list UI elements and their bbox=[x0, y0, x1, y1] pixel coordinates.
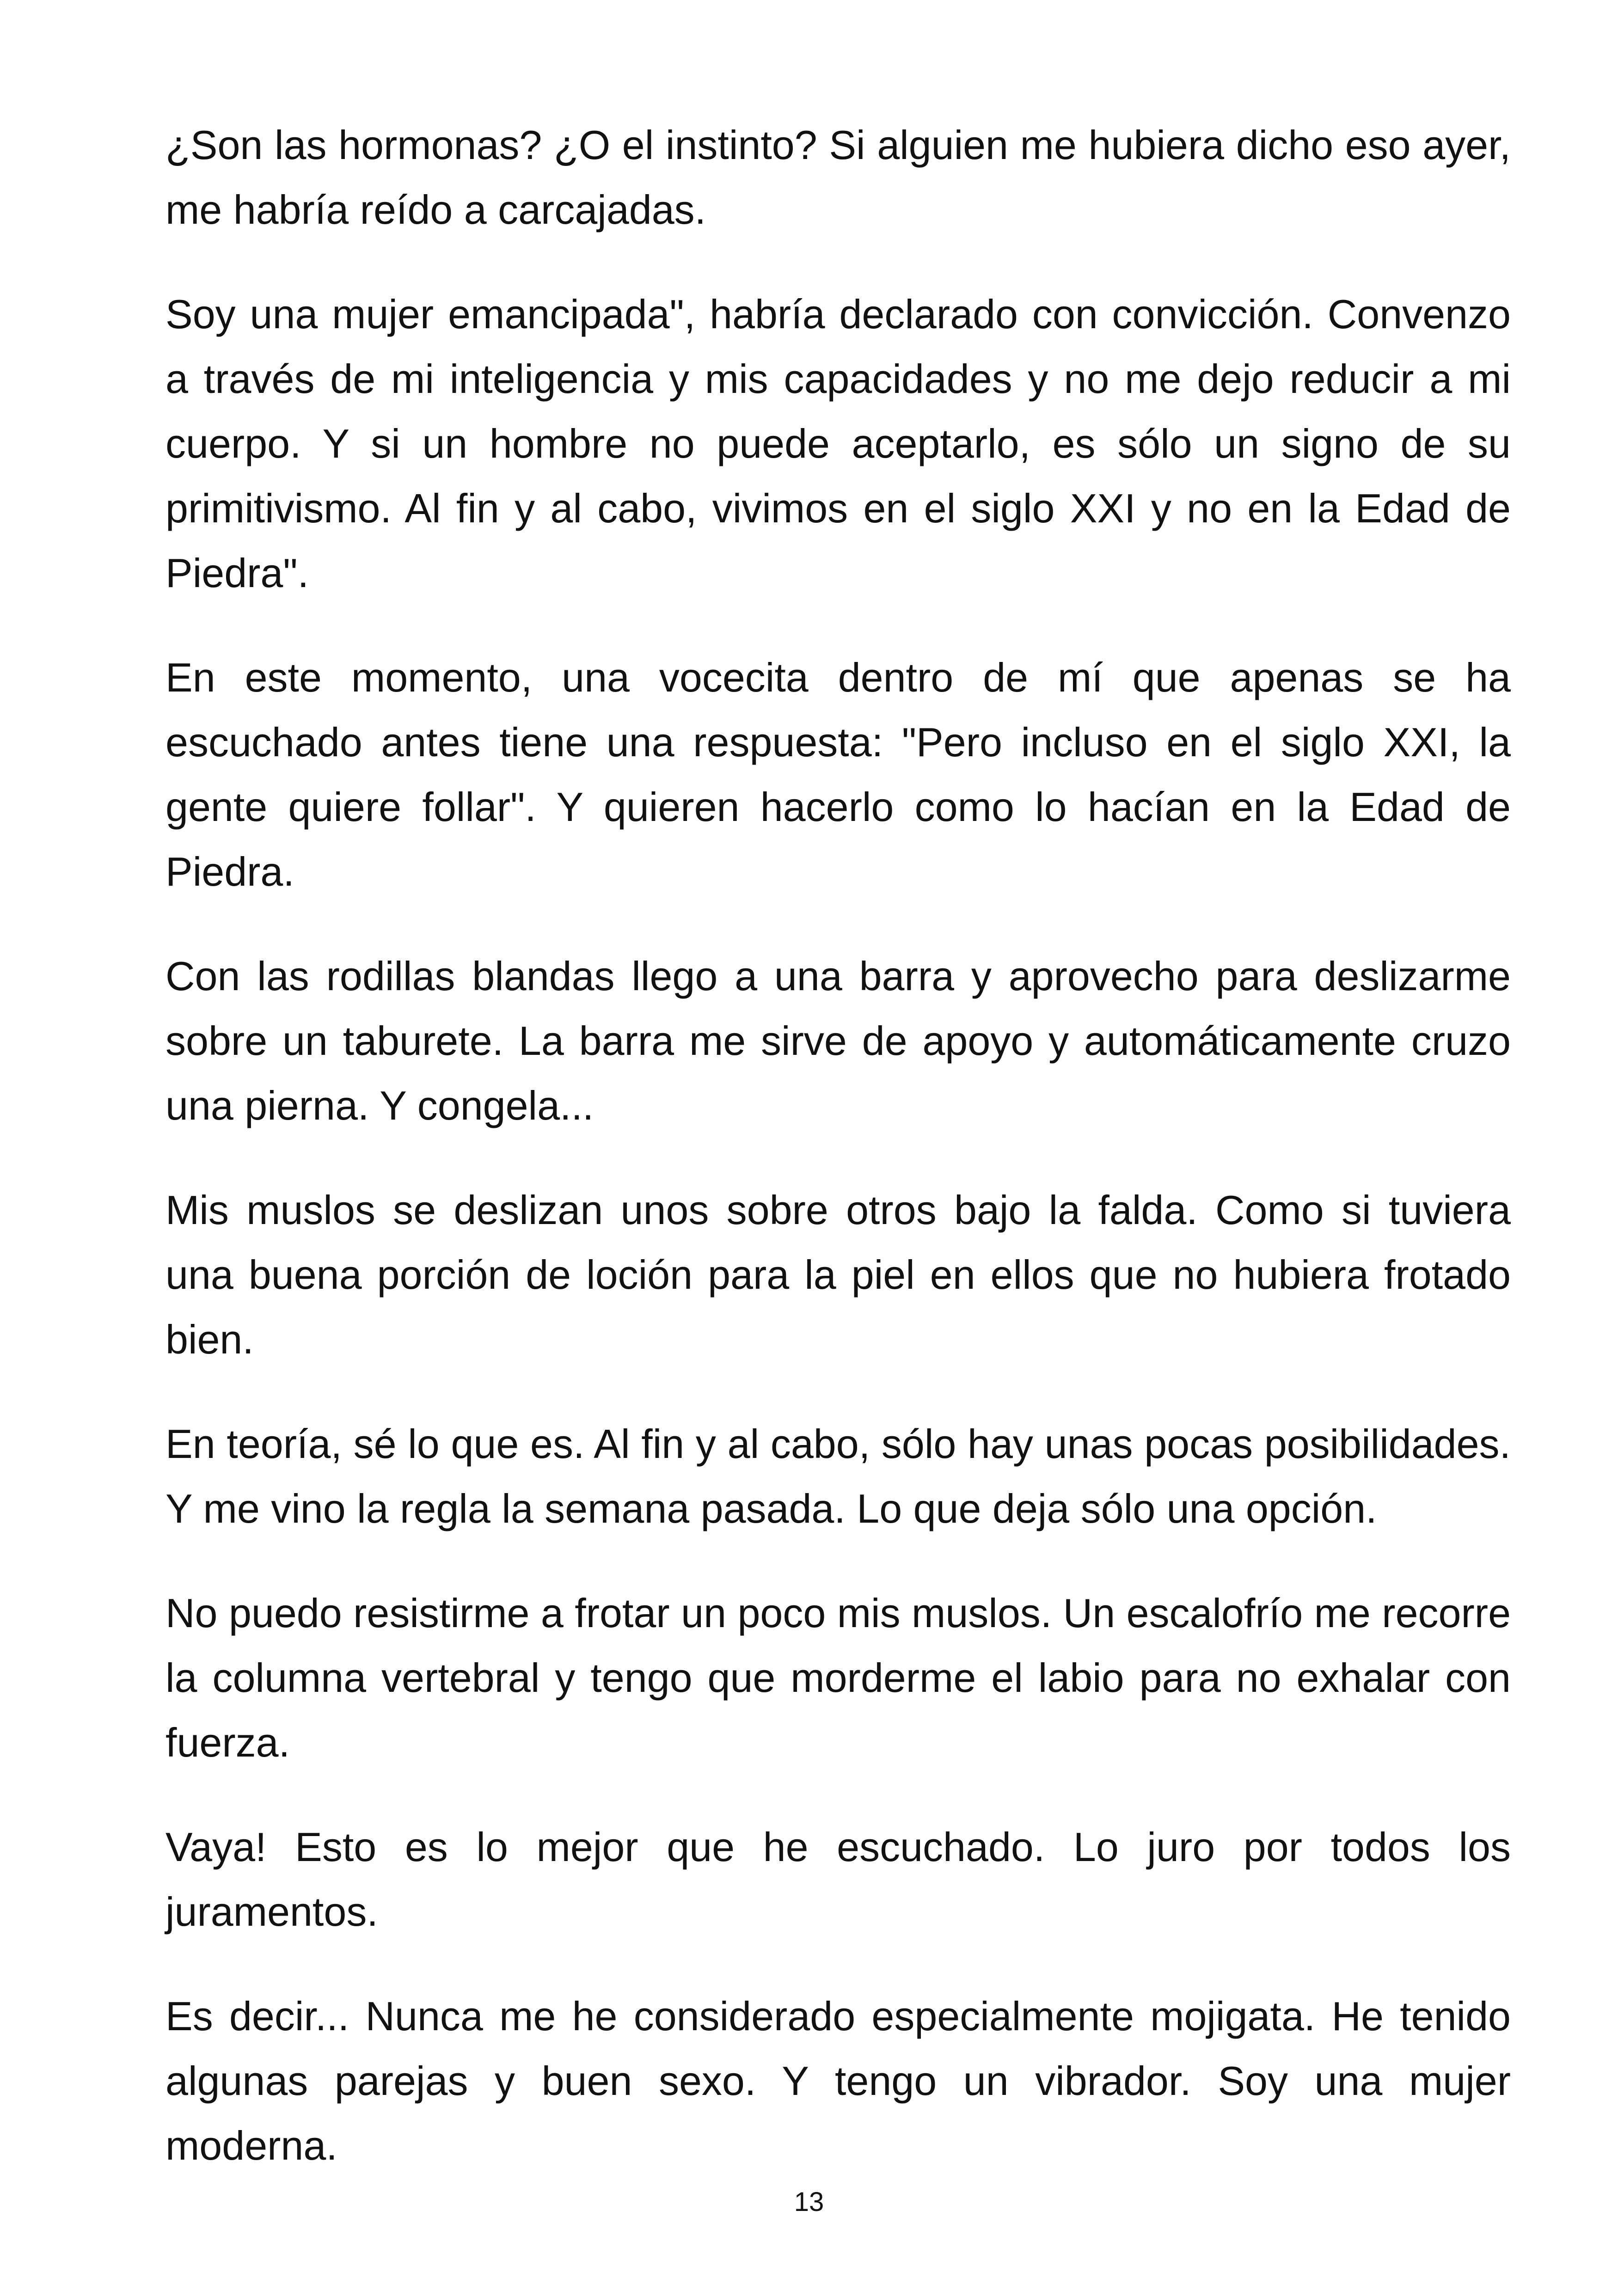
paragraph-8: Vaya! Esto es lo mejor que he escuchado. Lo juro por todos los juramentos. bbox=[165, 1824, 1511, 1935]
paragraph-9: Es decir... Nunca me he considerado especialmente mojigata. He tenido algunas parejas y buen sexo. Y tengo un vibrador. Soy una mujer moderna. bbox=[165, 1993, 1511, 2168]
paragraph-5: Mis muslos se deslizan unos sobre otros bajo la falda. Como si tuviera una buena porción de loción para la piel en ellos que no hubiera frotado bien. bbox=[165, 1187, 1511, 1362]
page-number: 13 bbox=[794, 2187, 824, 2217]
paragraph-3: En este momento, una vocecita dentro de mí que apenas se ha escuchado antes tiene una respuesta: "Pero incluso en el siglo XXI, la gente quiere follar". Y quieren hacerlo como lo hacían en la Edad de Piedra. bbox=[165, 655, 1511, 894]
paragraph-2: Soy una mujer emancipada", habría declarado con convicción. Convenzo a través de mi inteligencia y mis capacidades y no me dejo reducir a mi cuerpo. Y si un hombre no puede aceptarlo, es sólo un signo de su primitivismo. Al fin y al cabo, vivimos en el siglo XXI y no en la Edad de Piedra". bbox=[165, 291, 1511, 596]
paragraph-1: ¿Son las hormonas? ¿O el instinto? Si alguien me hubiera dicho eso ayer, me habría reído a carcajadas. bbox=[165, 122, 1511, 233]
paragraph-4: Con las rodillas blandas llego a una barra y aprovecho para deslizarme sobre un taburete. La barra me sirve de apoyo y automáticamente cruzo una pierna. Y congela... bbox=[165, 953, 1511, 1128]
paragraph-7: No puedo resistirme a frotar un poco mis muslos. Un escalofrío me recorre la columna vertebral y tengo que morderme el labio para no exhalar con fuerza. bbox=[165, 1590, 1511, 1765]
body-text bbox=[165, 113, 1511, 2178]
paragraph-6: En teoría, sé lo que es. Al fin y al cabo, sólo hay unas pocas posibilidades. Y me vino la regla la semana pasada. Lo que deja sólo una opción. bbox=[165, 1421, 1511, 1531]
